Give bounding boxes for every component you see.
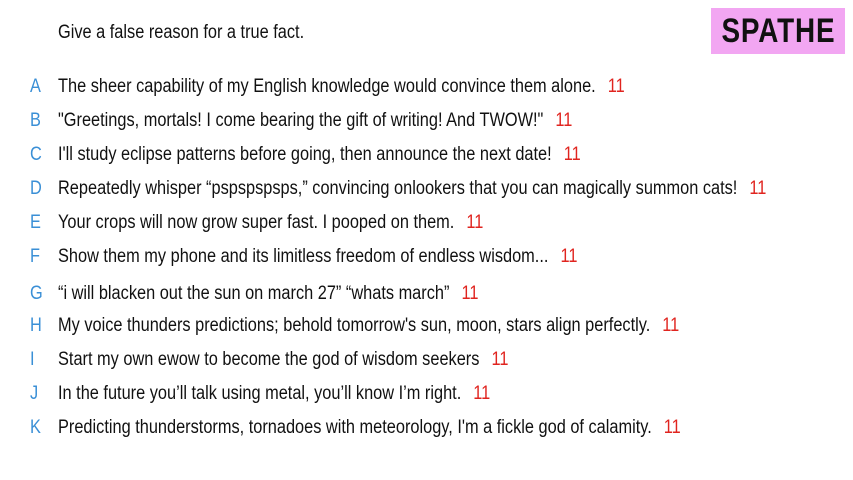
response-text: "Greetings, mortals! I come bearing the gift of writing! And TWOW!" <box>58 110 544 131</box>
response-text: In the future you’ll talk using metal, you’ll know I’m right. <box>58 383 462 404</box>
response-row-i <box>0 349 853 377</box>
response-letter: B <box>30 110 41 131</box>
response-row-a <box>0 76 853 104</box>
response-letter: C <box>30 144 42 165</box>
response-score: 11 <box>461 283 479 304</box>
response-row-e <box>0 212 853 240</box>
response-row-j <box>0 383 853 411</box>
response-score: 11 <box>466 212 484 233</box>
response-score: 11 <box>663 417 681 438</box>
response-letter: I <box>30 349 35 370</box>
response-text: Show them my phone and its limitless freedom of endless wisdom... <box>58 246 549 267</box>
response-letter: H <box>30 315 42 336</box>
response-score: 11 <box>555 110 573 131</box>
response-letter: D <box>30 178 42 199</box>
response-row-g <box>0 283 853 311</box>
response-text: Repeatedly whisper “pspspspsps,” convincing onlookers that you can magically summon cats! <box>58 178 738 199</box>
response-row-c <box>0 144 853 172</box>
response-text: The sheer capability of my English knowledge would convince them alone. <box>58 76 596 97</box>
response-score: 11 <box>473 383 491 404</box>
response-letter: J <box>30 383 39 404</box>
response-score: 11 <box>607 76 625 97</box>
response-letter: F <box>30 246 40 267</box>
response-score: 11 <box>563 144 581 165</box>
response-letter: G <box>30 283 43 304</box>
response-score: 11 <box>491 349 509 370</box>
contestant-badge <box>711 8 845 54</box>
response-text: Predicting thunderstorms, tornadoes with meteorology, I'm a fickle god of calamity. <box>58 417 652 438</box>
response-score: 11 <box>662 315 680 336</box>
response-text: “i will blacken out the sun on march 27” “whats march” <box>58 283 450 304</box>
response-letter: K <box>30 417 41 438</box>
response-row-k <box>0 417 853 445</box>
response-text: I'll study eclipse patterns before going, then announce the next date! <box>58 144 552 165</box>
response-row-h <box>0 315 853 343</box>
response-score: 11 <box>560 246 578 267</box>
response-letter: E <box>30 212 41 233</box>
prompt-title: Give a false reason for a true fact. <box>58 22 305 43</box>
response-row-b <box>0 110 853 138</box>
response-text: Your crops will now grow super fast. I pooped on them. <box>58 212 455 233</box>
response-row-f <box>0 246 853 274</box>
badge-label: SPATHE <box>721 11 835 50</box>
response-text: Start my own ewow to become the god of wisdom seekers <box>58 349 480 370</box>
response-text: My voice thunders predictions; behold tomorrow's sun, moon, stars align perfectly. <box>58 315 651 336</box>
response-letter: A <box>30 76 41 97</box>
response-score: 11 <box>749 178 767 199</box>
response-row-d <box>0 178 853 206</box>
